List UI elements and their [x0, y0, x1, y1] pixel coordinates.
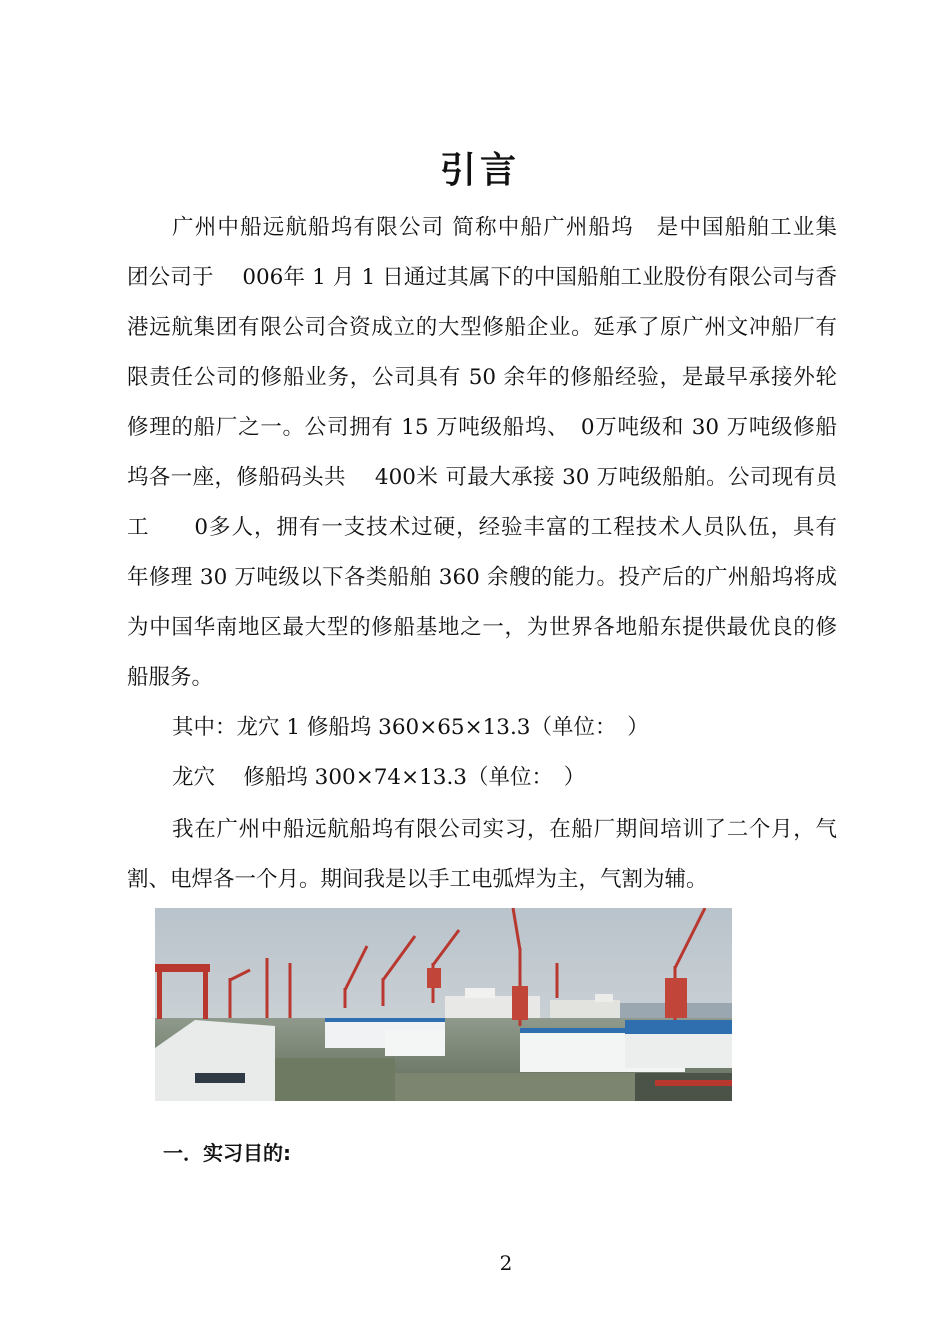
paragraph-line: 我在广州中船远航船坞有限公司实习，在船厂期间培训了二个月，气 — [172, 817, 837, 842]
paragraph-line: 港远航集团有限公司合资成立的大型修船企业。延承了原广州文冲船厂有 — [127, 315, 837, 340]
shipyard-photo — [155, 908, 732, 1101]
paragraph-line: 船服务。 — [127, 665, 214, 690]
section-heading: 一．实习目的: — [163, 1141, 291, 1165]
paragraph-line: 修理的船厂之一。公司拥有 15 万吨级船坞、 0万吨级和 30 万吨级修船 — [127, 415, 837, 440]
dock-spec-2: 龙穴 修船坞 300×74×13.3（单位： ） — [172, 765, 586, 790]
dock-spec-1: 其中：龙穴 1 修船坞 360×65×13.3（单位： ） — [172, 715, 649, 740]
paragraph-line: 坞各一座，修船码头共 400米 可最大承接 30 万吨级船舶。公司现有员 — [127, 465, 837, 490]
paragraph-line: 广州中船远航船坞有限公司 简称中船广州船坞 是中国船舶工业集 — [172, 215, 837, 240]
paragraph-line: 限责任公司的修船业务，公司具有 50 余年的修船经验，是最早承接外轮 — [127, 365, 837, 390]
page-title: 引言 — [439, 150, 520, 191]
paragraph-line: 为中国华南地区最大型的修船基地之一，为世界各地船东提供最优良的修 — [127, 615, 837, 640]
paragraph-line: 割、电焊各一个月。期间我是以手工电弧焊为主，气割为辅。 — [127, 867, 708, 892]
paragraph-line: 工 0多人，拥有一支技术过硬，经验丰富的工程技术人员队伍，具有 — [127, 515, 837, 540]
page-number: 2 — [499, 1251, 513, 1275]
paragraph-line: 团公司于 006年 1 月 1 日通过其属下的中国船舶工业股份有限公司与香 — [127, 265, 837, 290]
paragraph-line: 年修理 30 万吨级以下各类船舶 360 余艘的能力。投产后的广州船坞将成 — [127, 565, 837, 590]
